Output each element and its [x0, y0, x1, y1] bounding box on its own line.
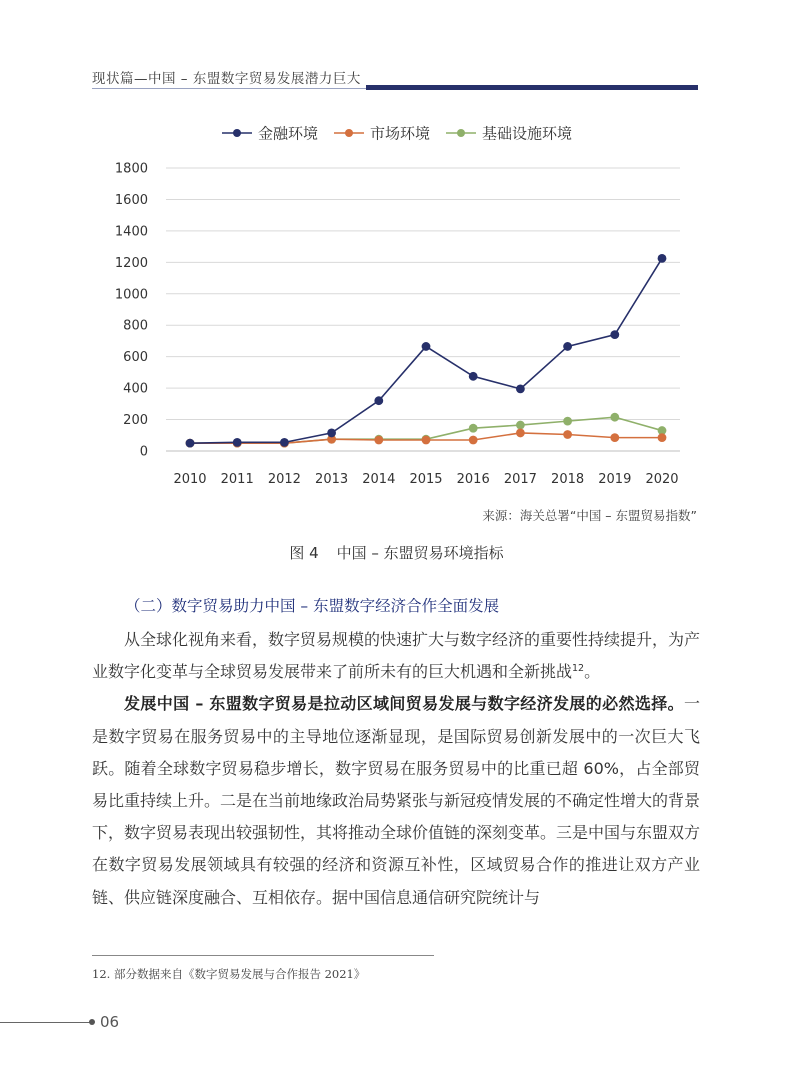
data-point	[280, 438, 289, 447]
data-point	[563, 430, 572, 439]
paragraph-1-end: 。	[584, 662, 601, 682]
data-point	[422, 342, 431, 351]
x-axis-ticks	[173, 472, 678, 487]
x-tick-label: 2020	[645, 472, 679, 487]
body-text	[92, 624, 700, 914]
y-axis-ticks	[115, 162, 148, 460]
page-number-rule	[0, 1022, 92, 1023]
data-point	[658, 254, 667, 263]
x-tick-label: 2013	[315, 472, 349, 487]
figure-source: 来源：海关总署“中国 – 东盟贸易指数”	[482, 508, 697, 523]
y-tick-label: 600	[123, 350, 148, 366]
paragraph-1	[92, 624, 700, 688]
x-tick-label: 2019	[598, 472, 632, 487]
data-point	[422, 436, 431, 445]
legend-label: 金融环境	[258, 124, 319, 143]
legend-label: 市场环境	[370, 124, 431, 143]
footnote-ref: 12	[572, 663, 585, 675]
y-tick-label: 400	[123, 381, 148, 397]
x-tick-label: 2016	[456, 472, 490, 487]
paragraph-2-lead: 发展中国 – 东盟数字贸易是拉动区域间贸易发展与数字经济发展的必然选择。	[124, 694, 684, 714]
legend-marker	[233, 129, 241, 137]
x-tick-label: 2017	[503, 472, 537, 487]
footnote-rule	[92, 955, 434, 956]
data-point	[233, 438, 242, 447]
data-point	[516, 421, 525, 430]
y-tick-label: 1800	[114, 161, 148, 177]
data-point	[186, 439, 195, 448]
data-point	[469, 424, 478, 433]
y-tick-label: 1200	[114, 255, 148, 271]
y-tick-label: 1600	[114, 192, 148, 208]
running-header: 现状篇—中国 – 东盟数字贸易发展潜力巨大	[92, 71, 361, 87]
page-number-dot	[89, 1019, 95, 1025]
section-heading: （二）数字贸易助力中国 – 东盟数字经济合作全面发展	[125, 597, 500, 615]
data-point	[563, 417, 572, 426]
data-point	[610, 433, 619, 442]
x-tick-label: 2014	[362, 472, 396, 487]
legend-marker	[457, 129, 465, 137]
legend-item	[446, 125, 572, 143]
x-tick-label: 2015	[409, 472, 443, 487]
y-tick-label: 200	[123, 413, 148, 429]
x-tick-label: 2011	[220, 472, 254, 487]
y-tick-label: 1400	[114, 224, 148, 240]
legend-item	[334, 125, 430, 143]
y-tick-label: 1000	[114, 287, 148, 303]
data-point	[610, 330, 619, 339]
paragraph-2	[92, 688, 700, 913]
paragraph-2-text: 一是数字贸易在服务贸易中的主导地位逐渐显现，是国际贸易创新发展中的一次巨大飞跃。随着全球数字贸易稳步增长，数字贸易在服务贸易中的比重已超 60%，占全部贸易比重持续上升。二是在当前地缘政治局势紧张与新冠疫情发展的不确定性增大的背景下，数字贸易表现出较强韧性，其将推动全球价值链的深刻变革。三是中国与东盟双方在数字贸易发展领域具有较强的经济和资源互补性，区域贸易合作的推进让双方产业链、供应链深度融合、互相依存。据中国信息通信研究院统计与	[92, 694, 701, 907]
data-point	[374, 436, 383, 445]
line-chart	[0, 0, 793, 500]
data-point	[469, 372, 478, 381]
legend-marker	[345, 129, 353, 137]
data-point	[516, 429, 525, 438]
chart-series	[186, 254, 667, 448]
figure-number: 图 4	[289, 544, 319, 562]
paragraph-1-text: 从全球化视角来看，数字贸易规模的快速扩大与数字经济的重要性持续提升，为产业数字化变革与全球贸易发展带来了前所未有的巨大机遇和全新挑战	[92, 630, 701, 682]
figure-caption-text: 中国 – 东盟贸易环境指标	[336, 544, 504, 562]
legend-label: 基础设施环境	[482, 124, 573, 143]
data-point	[327, 429, 336, 438]
figure-caption	[0, 542, 793, 563]
x-tick-label: 2010	[173, 472, 207, 487]
x-tick-label: 2012	[267, 472, 301, 487]
data-point	[658, 433, 667, 442]
y-tick-label: 0	[139, 444, 148, 460]
chart-legend	[222, 125, 572, 143]
data-point	[563, 342, 572, 351]
page-number: 06	[100, 1013, 120, 1031]
data-point	[374, 396, 383, 405]
data-point	[469, 436, 478, 445]
chart-gridlines	[166, 168, 680, 451]
y-tick-label: 800	[123, 318, 148, 334]
data-point	[516, 384, 525, 393]
x-tick-label: 2018	[551, 472, 585, 487]
data-point	[610, 413, 619, 422]
series-市场环境	[186, 429, 667, 448]
legend-item	[222, 125, 318, 143]
footnote: 12. 部分数据来自《数字贸易发展与合作报告 2021》	[92, 967, 366, 981]
